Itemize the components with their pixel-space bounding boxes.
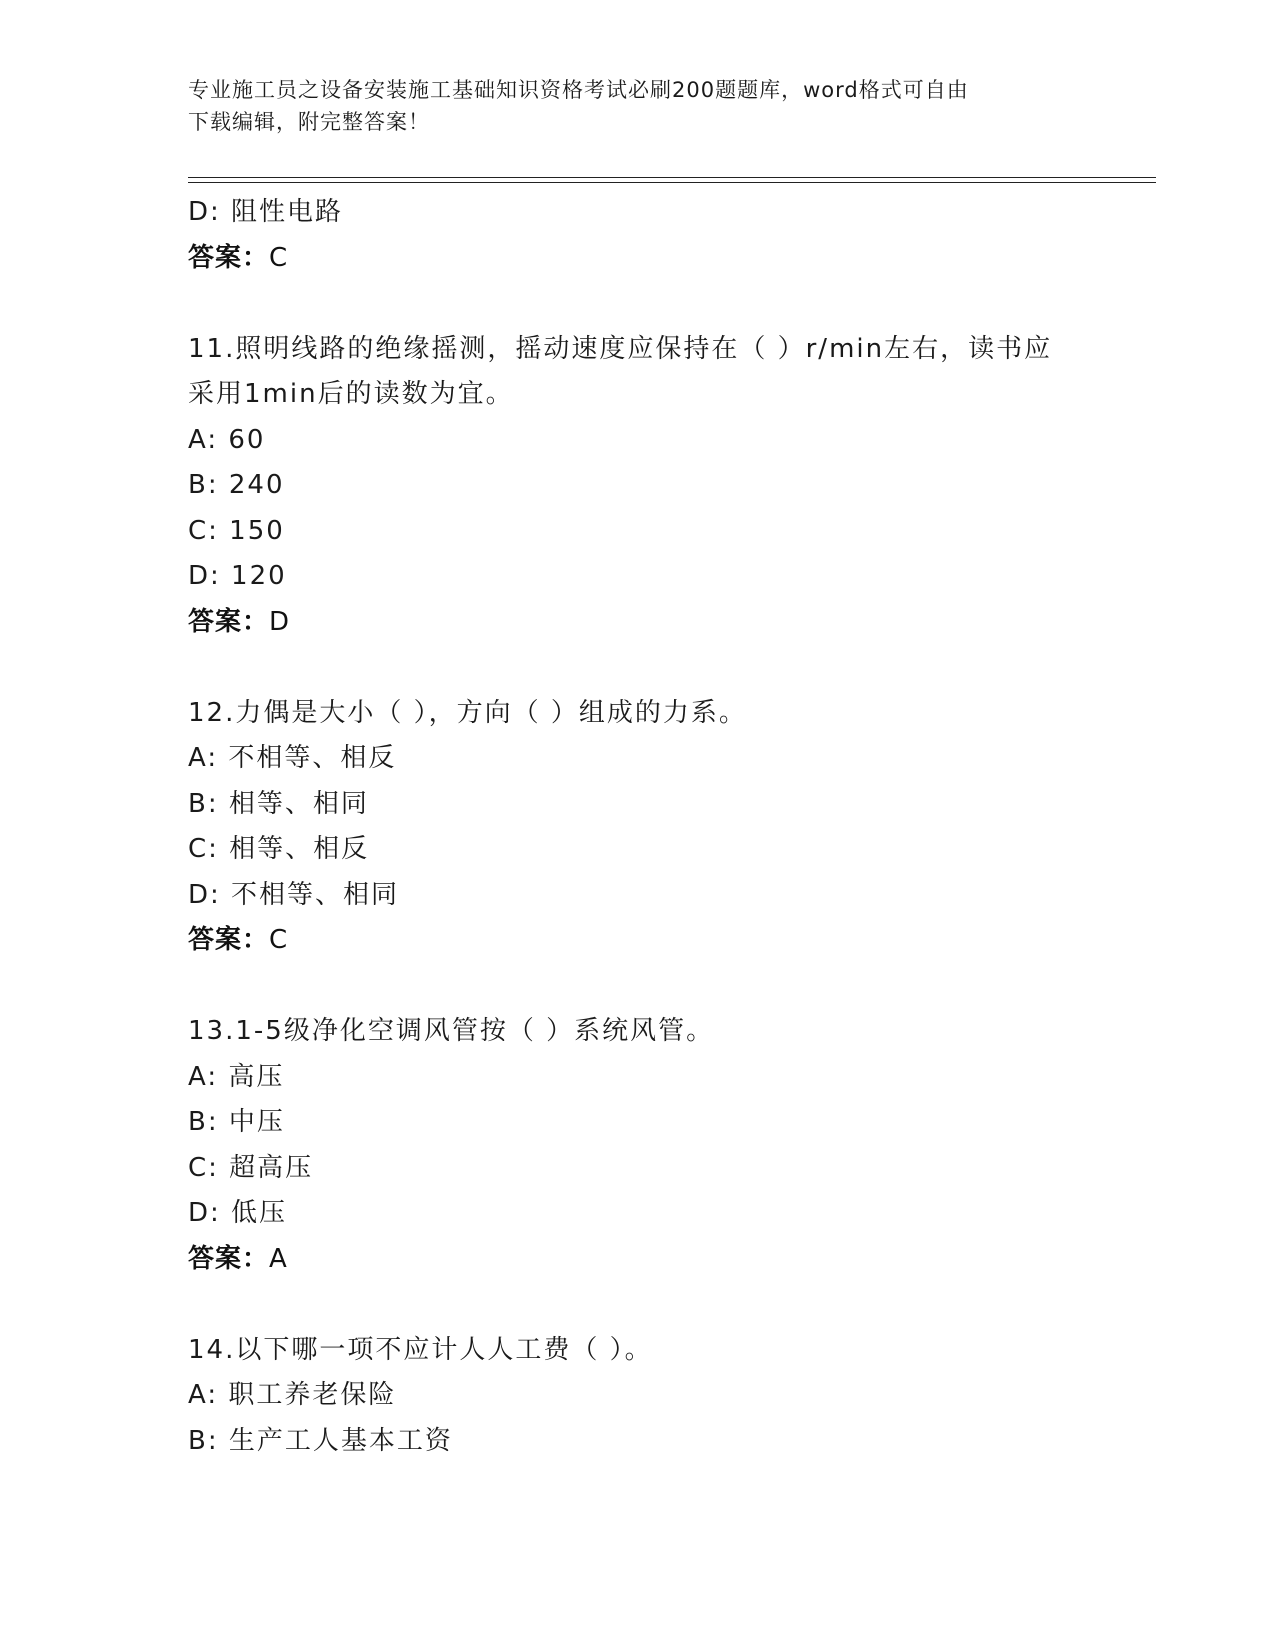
question-12-text [188, 691, 1068, 737]
question-12-answer [188, 918, 1088, 964]
question-13-answer [188, 1237, 1088, 1283]
question-11-line-1: 11.照明线路的绝缘摇测，摇动速度应保持在（ ）r/min左右，读书应 [188, 333, 1053, 364]
question-13-line-1: 13.1-5级净化空调风管按（ ）系统风管。 [188, 1016, 715, 1046]
answer-value: D [269, 606, 291, 637]
answer-label: 答案： [188, 606, 270, 637]
question-12-option-d: D: 不相等、相同 [188, 879, 400, 910]
question-14-text [188, 1328, 1068, 1374]
question-11-answer [188, 600, 1088, 646]
question-12-option-c: C: 相等、相反 [188, 834, 370, 864]
question-14-line-1: 14.以下哪一项不应计人人工费（ ）。 [188, 1334, 653, 1365]
option-d: D: 阻性电路 [188, 197, 344, 227]
question-13-option-c: C: 超高压 [188, 1152, 314, 1183]
question-list [188, 190, 1088, 1464]
question-14-option-b: B: 生产工人基本工资 [188, 1425, 453, 1456]
spacer [188, 964, 1088, 1010]
document-header [188, 74, 1068, 138]
question-11-option-d: D: 120 [188, 561, 287, 591]
answer-value: C [269, 925, 289, 955]
header-divider-bottom [188, 182, 1156, 183]
spacer [188, 645, 1088, 691]
header-line-1: 专业施工员之设备安装施工基础知识资格考试必刷200题题库，word格式可自由 [188, 78, 969, 102]
question-14-option-a: A: 职工养老保险 [188, 1380, 397, 1410]
answer-label: 答案： [188, 242, 270, 273]
question-13-option-b: B: 中压 [188, 1107, 285, 1137]
header-divider-top [188, 177, 1156, 178]
answer-line [188, 236, 1088, 282]
question-11-line-2: 采用1min后的读数为宜。 [188, 379, 514, 409]
answer-value: C [269, 242, 289, 273]
spacer [188, 1282, 1088, 1328]
answer-label: 答案： [188, 925, 270, 955]
header-line-2: 下载编辑，附完整答案！ [188, 110, 430, 134]
question-13-option-a: A: 高压 [188, 1061, 285, 1092]
question-12-line-1: 12.力偶是大小（ ），方向（ ）组成的力系。 [188, 697, 747, 728]
question-12-option-a: A: 不相等、相反 [188, 743, 397, 773]
question-11-text [188, 327, 1068, 418]
question-11-option-b: B: 240 [188, 470, 285, 500]
question-11-option-c: C: 150 [188, 515, 285, 546]
answer-value: A [269, 1243, 288, 1274]
question-13-option-d: D: 低压 [188, 1198, 288, 1228]
question-12-option-b: B: 相等、相同 [188, 788, 369, 819]
answer-label: 答案： [188, 1243, 270, 1274]
question-13-text [188, 1009, 1068, 1055]
spacer [188, 281, 1088, 327]
question-11-option-a: A: 60 [188, 424, 266, 455]
